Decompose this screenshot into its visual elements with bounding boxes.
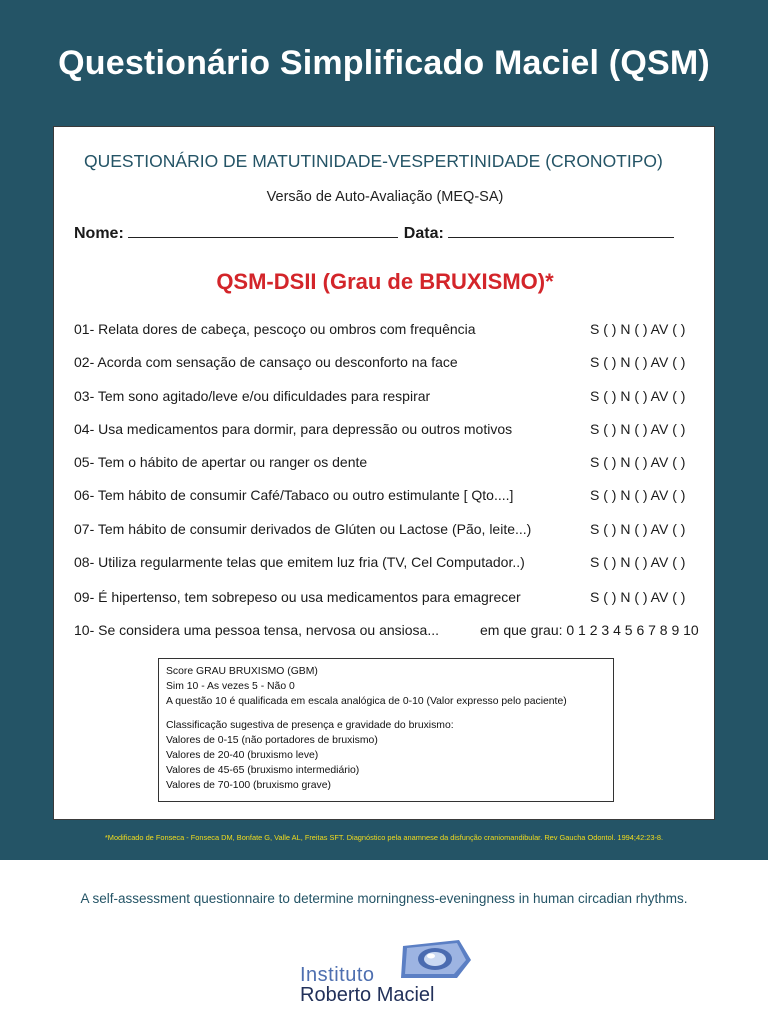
question-row	[74, 354, 704, 374]
date-field[interactable]	[448, 223, 674, 238]
question-text: 02- Acorda com sensação de cansaço ou desconforto na face	[74, 354, 458, 370]
qsm-title: QSM-DSII (Grau de BRUXISMO)*	[216, 269, 554, 294]
answer-options[interactable]: S ( ) N ( ) AV ( )	[590, 388, 686, 404]
question-row	[74, 388, 704, 408]
question-text: 05- Tem o hábito de apertar ou ranger os dente	[74, 454, 368, 470]
question-row	[74, 554, 704, 574]
subtitle: A self-assessment questionnaire to determine morningness-eveningness in human circadian rhythms.	[80, 891, 688, 906]
question-row	[74, 521, 704, 541]
score-title: Score GRAU BRUXISMO (GBM)	[166, 666, 318, 677]
question-text: 04- Usa medicamentos para dormir, para depressão ou outros motivos	[74, 421, 513, 437]
answer-options[interactable]: S ( ) N ( ) AV ( )	[590, 554, 686, 570]
answer-scale[interactable]: em que grau: 0 1 2 3 4 5 6 7 8 9 10	[480, 622, 699, 638]
answer-options[interactable]: S ( ) N ( ) AV ( )	[590, 454, 686, 470]
classification-item: Valores de 70-100 (bruxismo grave)	[166, 779, 331, 791]
question-row	[74, 321, 704, 341]
logo-line-2: Roberto Maciel	[300, 984, 435, 1006]
classification-item: Valores de 45-65 (bruxismo intermediário)	[166, 764, 360, 776]
answer-options[interactable]: S ( ) N ( ) AV ( )	[590, 354, 686, 370]
question-text: 08- Utiliza regularmente telas que emitem luz fria (TV, Cel Computador..)	[74, 554, 525, 570]
answer-options[interactable]: S ( ) N ( ) AV ( )	[590, 421, 686, 437]
name-field[interactable]	[128, 223, 398, 238]
question-row	[74, 454, 704, 474]
score-box	[158, 658, 614, 802]
card-title: QUESTIONÁRIO DE MATUTINIDADE-VESPERTINIDADE (CRONOTIPO)	[84, 151, 663, 171]
page-title: Questionário Simplificado Maciel (QSM)	[58, 44, 710, 82]
answer-options[interactable]: S ( ) N ( ) AV ( )	[590, 487, 686, 503]
logo-line-1: Instituto	[300, 964, 375, 986]
questionnaire-card	[53, 126, 715, 820]
name-label: Nome:	[74, 225, 124, 242]
date-label: Data:	[403, 225, 444, 242]
classification-item: Valores de 0-15 (não portadores de bruxismo)	[166, 735, 378, 747]
answer-options[interactable]: S ( ) N ( ) AV ( )	[590, 521, 686, 537]
question-row	[74, 421, 704, 441]
answer-options[interactable]: S ( ) N ( ) AV ( )	[590, 589, 686, 605]
camera-like-logo-icon	[393, 938, 475, 980]
name-date-row	[74, 223, 694, 243]
question-text: 07- Tem hábito de consumir derivados de Glúten ou Lactose (Pão, leite...)	[74, 521, 532, 537]
answer-options[interactable]: S ( ) N ( ) AV ( )	[590, 321, 686, 337]
question-text: 03- Tem sono agitado/leve e/ou dificuldades para respirar	[74, 388, 431, 404]
question-row	[74, 622, 704, 642]
version-label: Versão de Auto-Avaliação (MEQ-SA)	[266, 189, 504, 205]
classification-title: Classificação sugestiva de presença e gravidade do bruxismo:	[166, 720, 454, 732]
institute-logo	[300, 938, 480, 1008]
score-note: A questão 10 é qualificada em escala analógica de 0-10 (Valor expresso pelo paciente)	[166, 695, 567, 707]
footnote: *Modificado de Fonseca - Fonseca DM, Bonfate G, Valle AL, Freitas SFT. Diagnóstico pela anamnese da disfunção craniomandibular. Rev Gaucha Odontol. 1994;42:23-8.	[104, 833, 664, 842]
question-row	[74, 487, 704, 507]
score-rule: Sim 10 - As vezes 5 - Não 0	[166, 680, 295, 692]
question-text: 06- Tem hábito de consumir Café/Tabaco ou outro estimulante [ Qto....]	[74, 487, 514, 503]
question-text: 09- É hipertenso, tem sobrepeso ou usa medicamentos para emagrecer	[74, 589, 521, 605]
question-row	[74, 589, 704, 609]
classification-item: Valores de 20-40 (bruxismo leve)	[166, 749, 319, 761]
question-text: 10- Se considera uma pessoa tensa, nervosa ou ansiosa...	[74, 622, 439, 638]
question-text: 01- Relata dores de cabeça, pescoço ou ombros com frequência	[74, 321, 476, 337]
